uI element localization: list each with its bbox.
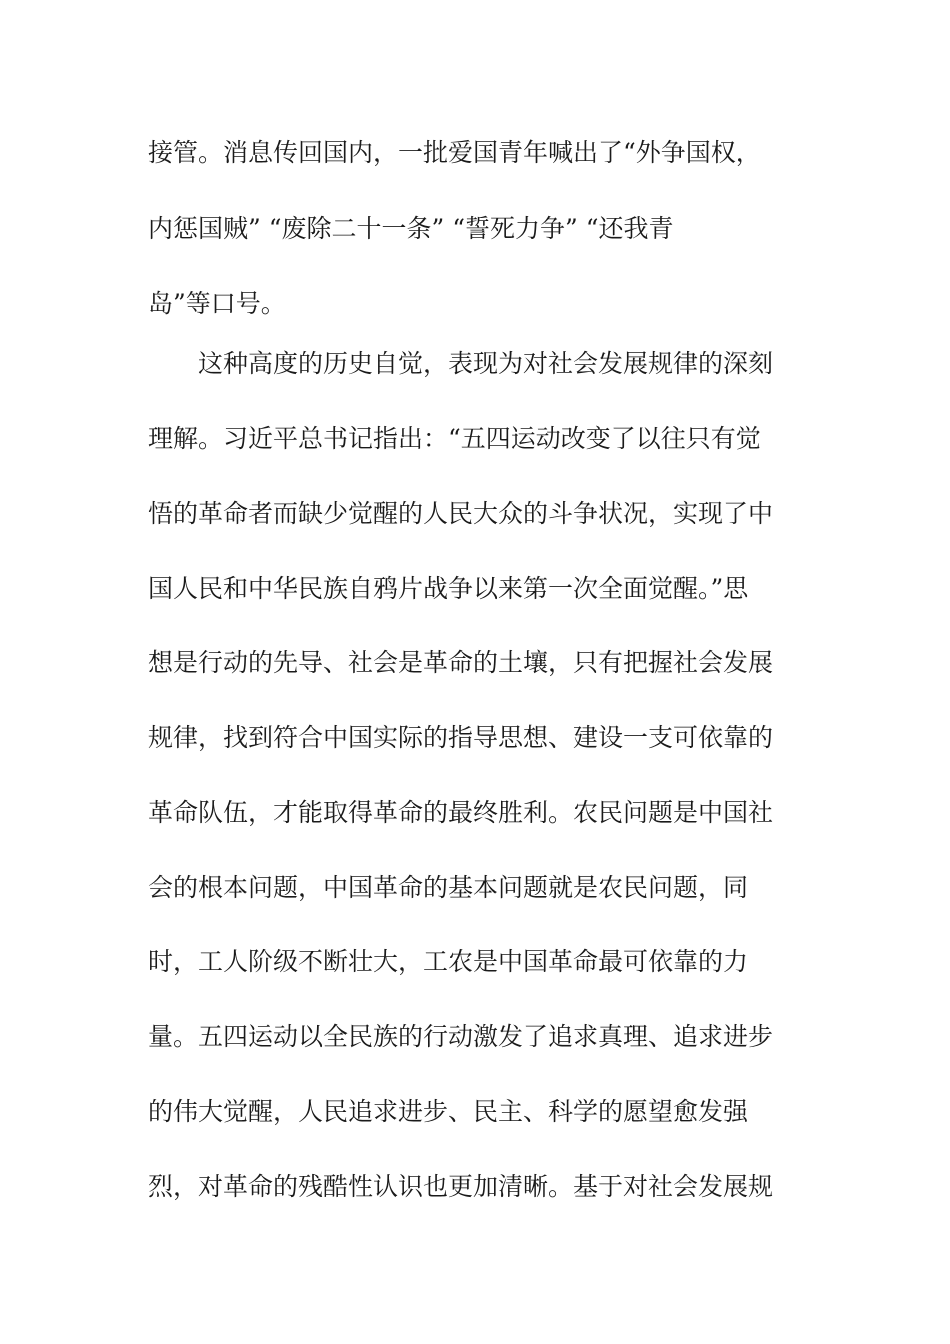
text-line: 悟的革命者而缺少觉醒的人民大众的斗争状况，实现了中	[148, 499, 774, 528]
text-line: 革命队伍，才能取得革命的最终胜利。农民问题是中国社	[148, 798, 774, 827]
text-line: 会的根本问题，中国革命的基本问题就是农民问题，同	[148, 873, 749, 902]
text-line: 的伟大觉醒，人民追求进步、民主、科学的愿望愈发强	[148, 1097, 749, 1126]
text-line: 烈，对革命的残酷性认识也更加清晰。基于对社会发展规	[148, 1172, 774, 1201]
text-line: 接管。消息传回国内，一批爱国青年喊出了“外争国权，	[148, 138, 761, 167]
text-line: 内惩国贼” “废除二十一条” “誓死力争” “还我青	[148, 214, 674, 243]
text-line: 规律，找到符合中国实际的指导思想、建设一支可依靠的	[148, 723, 774, 752]
text-line: 时，工人阶级不断壮大，工农是中国革命最可依靠的力	[148, 947, 749, 976]
text-line: 国人民和中华民族自鸦片战争以来第一次全面觉醒。”思	[148, 574, 749, 603]
text-line: 想是行动的先导、社会是革命的土壤，只有把握社会发展	[148, 648, 774, 677]
text-line: 量。五四运动以全民族的行动激发了追求真理、追求进步	[148, 1022, 774, 1051]
text-line: 岛”等口号。	[148, 289, 286, 318]
text-line: 理解。习近平总书记指出：“五四运动改变了以往只有觉	[148, 424, 761, 453]
paragraph-first-line: 这种高度的历史自觉，表现为对社会发展规律的深刻	[198, 349, 774, 378]
